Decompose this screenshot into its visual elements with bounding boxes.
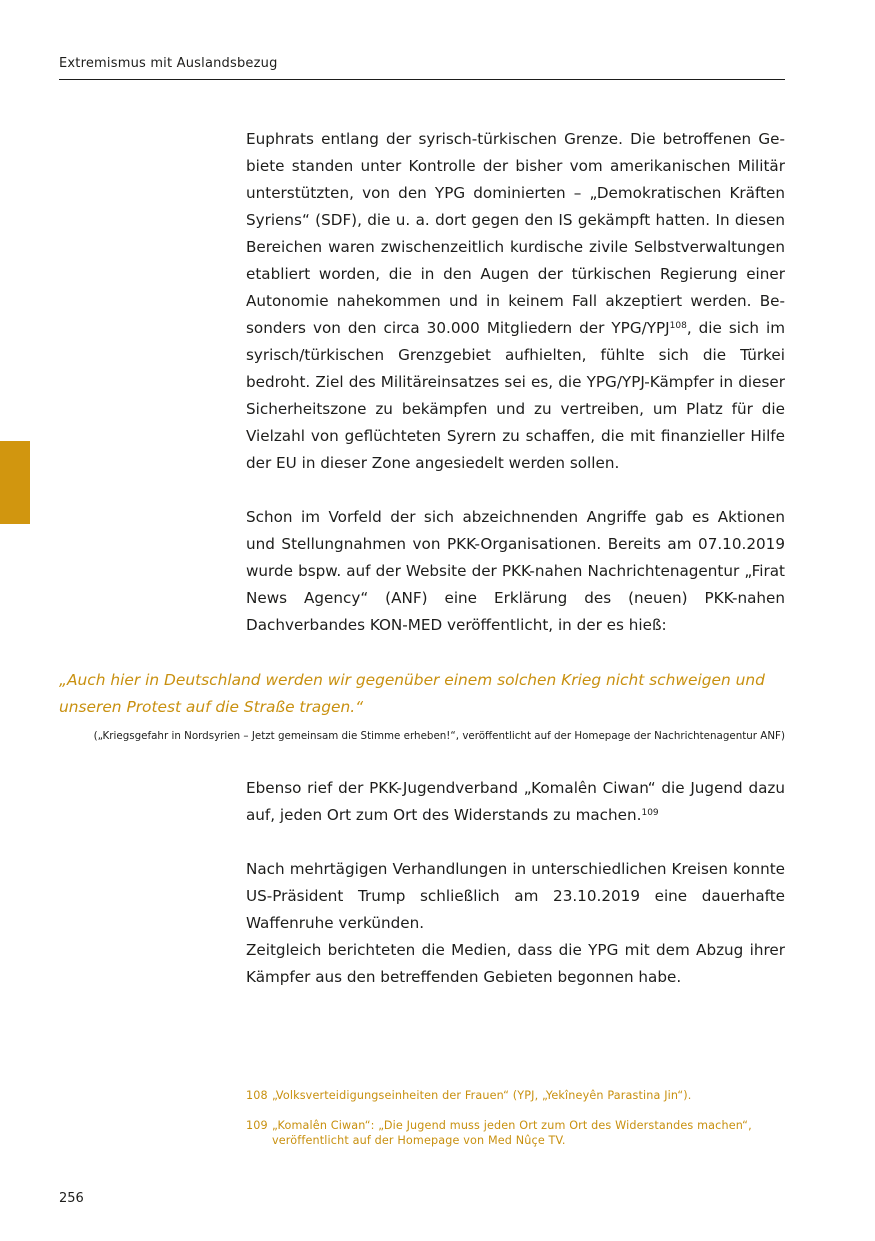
paragraph-text: Ebenso rief der PKK-Jugendverband „Komalên Ciwan“ die Jugend dazu auf, jeden Ort zum Ort des Widerstands zu machen. [246, 779, 785, 824]
pull-quote: „Auch hier in Deutschland werden wir gegenüber einem solchen Krieg nicht schweigen und unseren Protest auf die Straße tragen.“ [59, 671, 765, 716]
header-divider [59, 79, 785, 80]
footnote-text-continued: veröffentlicht auf der Homepage von Med Nûçe TV. [272, 1133, 566, 1147]
footnote-number: 108 [246, 1089, 268, 1102]
footnote-text: „Volksverteidigungseinheiten der Frauen“ (YPJ, „Yekîneyên Parastina Jin“). [272, 1089, 692, 1102]
running-header: Extremismus mit Auslandsbezug [59, 56, 278, 71]
paragraph-text: Zeitgleich berichteten die Medien, dass die YPG mit dem Abzug ihrer Kämpfer aus den betreffenden Gebieten begonnen habe. [246, 941, 785, 986]
body-paragraph-3 [246, 775, 785, 829]
footnote-text: „Komalên Ciwan“: „Die Jugend muss jeden Ort zum Ort des Widerstandes machen“, [272, 1119, 752, 1132]
chapter-marker-tab [0, 441, 30, 524]
footnote-108 [246, 1089, 785, 1104]
paragraph-text: Nach mehrtägigen Verhandlungen in unterschiedlichen Kreisen konnte US-Präsident Trump schließlich am 23.10.2019 eine dauerhafte Waffenruhe verkünden. [246, 860, 785, 932]
footnote-ref-108[interactable]: 108 [669, 321, 687, 331]
page-number: 256 [59, 1191, 84, 1206]
footnote-109 [246, 1119, 785, 1148]
body-paragraph-2 [246, 504, 785, 639]
body-paragraph-1 [246, 126, 785, 477]
footnote-ref-109[interactable]: 109 [641, 808, 659, 818]
paragraph-text: Euphrats entlang der syrisch-türkischen Grenze. Die betroffenen Gebiete standen unter Kontrolle der bisher vom amerikanischen Militär unterstützten, von den YPG dominierten – „Demokratischen Kräften Syriens“ (SDF), die u. a. dort gegen den IS gekämpft hatten. In diesen Bereichen waren zwischenzeitlich kurdische zivile Selbstverwaltungen etabliert worden, die in den Augen der türkischen Regierung einer Autonomie nahekommen und in keinem Fall akzeptiert werden. Besonders von den circa 30.000 Mitgliedern der YPG/YPJ [246, 130, 785, 337]
body-paragraph-4 [246, 856, 785, 991]
paragraph-text: Schon im Vorfeld der sich abzeichnenden Angriffe gab es Aktionen und Stellungnahmen von PKK-Organisationen. Bereits am 07.10.2019 wurde bspw. auf der Website der PKK-nahen Nachrichtenagentur „Firat News Agency“ (ANF) eine Erklärung des (neuen) PKK-nahen Dachverbandes KON-MED veröffentlicht, in der es hieß: [246, 508, 785, 634]
footnote-number: 109 [246, 1119, 268, 1132]
quote-source: („Kriegsgefahr in Nordsyrien – Jetzt gemeinsam die Stimme erheben!“, veröffentlicht auf der Homepage der Nachrichtenagentur ANF) [93, 730, 785, 742]
paragraph-text-continued: , die sich im syrisch/türkischen Grenzgebiet aufhielten, fühlte sich die Türkei bedroht. Ziel des Militäreinsatzes sei es, die YPG/YPJ-Kämpfer in dieser Sicherheitszone zu bekämpfen und zu vertreiben, um Platz für die Vielzahl von geflüchteten Syrern zu schaffen, die mit finanzieller Hilfe der EU in dieser Zone angesiedelt werden sollen. [246, 319, 786, 472]
